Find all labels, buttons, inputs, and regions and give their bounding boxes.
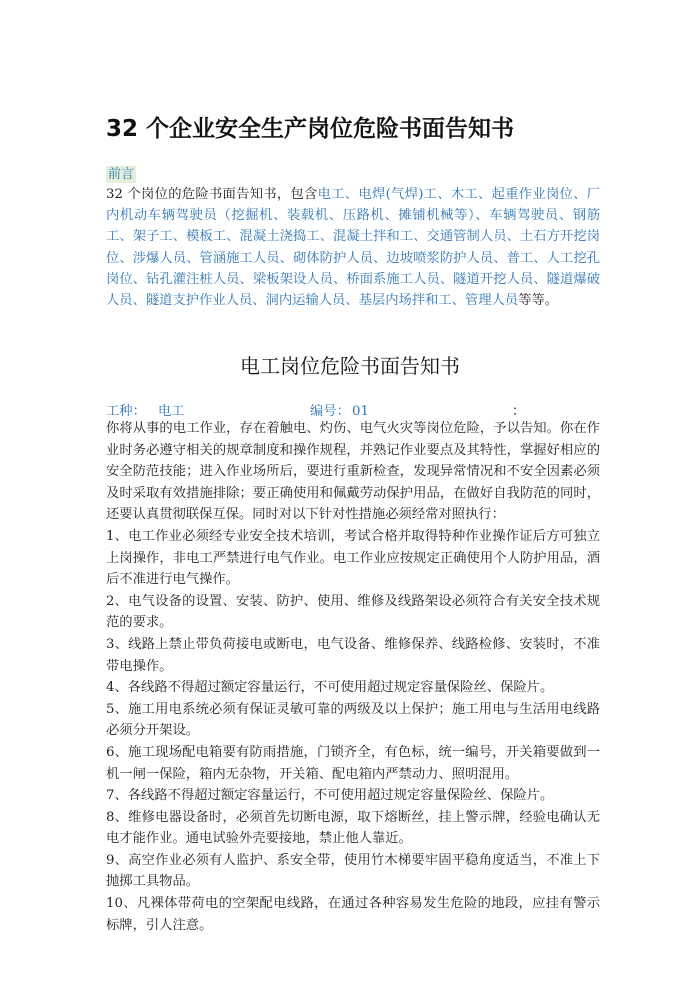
intro-suffix: 等等。 xyxy=(518,293,559,309)
section-body xyxy=(106,418,600,936)
rule-item: 5、施工用电系统必须有保证灵敏可靠的两级及以上保护；施工用电与生活用电线路必须分开架设。 xyxy=(106,701,600,739)
rule-item: 7、各线路不得超过额定容量运行，不可使用超过规定容量保险丝、保险片。 xyxy=(106,788,554,804)
job-value: 电工 xyxy=(158,404,185,419)
rule-item: 2、电气设备的设置、安装、防护、使用、维修及线路架设必须符合有关安全技术规范的要求。 xyxy=(106,593,600,631)
rule-item: 4、各线路不得超过额定容量运行，不可使用超过规定容量保险丝、保险片。 xyxy=(106,680,554,696)
meta-colon: ： xyxy=(512,404,526,419)
preface-label: 前言 xyxy=(108,167,135,182)
job-list-link[interactable]: 电工、电焊(气焊)工、木工、起重作业岗位、厂内机动车辆驾驶员（挖掘机、装载机、压路机、摊铺机械等）、车辆驾驶员、钢筋工、架子工、模板工、混凝土浇捣工、混凝土拌和工、交通管制人员、土石方开挖岗位、涉爆人员、管涵施工人员、砌体防护人员、边坡喷浆防护人员、普工、人工挖孔岗位、钻孔灌注桩人员、梁板架设人员、桥面系施工人员、隧道开挖人员、隧道爆破人员、隧道支护作业人员、洞内运输人员、基层内场拌和工、管理人员 xyxy=(106,187,601,309)
rule-item: 3、线路上禁止带负荷接电或断电，电气设备、维修保养、线路检修、安装时，不准带电操作。 xyxy=(106,636,600,674)
number-value: 01 xyxy=(352,404,369,419)
number-label: 编号： xyxy=(310,404,350,419)
rule-item: 6、施工现场配电箱要有防雨措施，门锁齐全，有色标，统一编号，开关箱要做到一机一闸一保险，箱内无杂物，开关箱、配电箱内严禁动力、照明混用。 xyxy=(106,744,600,782)
job-label: 工种： xyxy=(106,404,146,419)
rule-item: 9、高空作业必须有人监护、系安全带，使用竹木梯要牢固平稳角度适当，不准上下抛掷工具物品。 xyxy=(106,852,600,890)
rule-item: 8、维修电器设备时，必须首先切断电源，取下熔断丝，挂上警示牌，经验电确认无电才能作业。通电试验外壳要接地，禁止他人靠近。 xyxy=(106,809,600,847)
section-title: 电工岗位危险书面告知书 xyxy=(240,354,460,378)
intro-prefix: 32 个岗位的危险书面告知书，包含 xyxy=(106,187,318,202)
rule-item: 1、电工作业必须经专业安全技术培训，考试合格并取得特种作业操作证后方可独立上岗操作，非电工严禁进行电气作业。电工作业应按规定正确使用个人防护用品，酒后不准进行电气操作。 xyxy=(106,528,600,588)
document-title: 32 个企业安全生产岗位危险书面告知书 xyxy=(106,116,515,142)
intro-paragraph xyxy=(106,184,600,311)
rule-item: 10、凡裸体带荷电的空架配电线路，在通过各种容易发生危险的地段，应挂有警示标牌，引人注意。 xyxy=(106,896,600,933)
body-paragraph: 你将从事的电工作业，存在着触电、灼伤、电气火灾等岗位危险，予以告知。你在作业时务必遵守相关的规章制度和操作规程，并熟记作业要点及其特性，掌握好相应的安全防范技能；进入作业场所后，要进行重新检查，发现异常情况和不安全因素必须及时采取有效措施排除；要正确使用和佩戴劳动保护用品，在做好自我防范的同时，还要认真贯彻联保互保。同时对以下针对性措施必须经常对照执行： xyxy=(106,421,600,523)
